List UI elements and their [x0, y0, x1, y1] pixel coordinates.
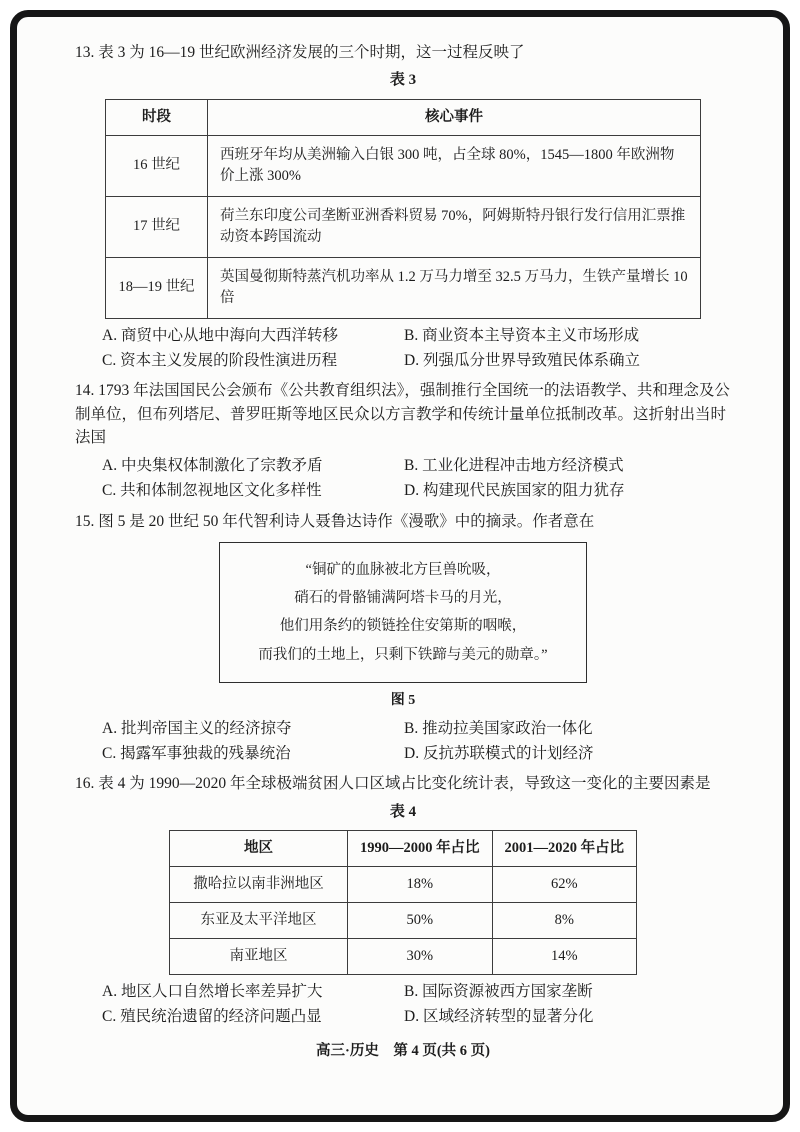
option-row — [102, 980, 731, 1003]
option-d: D. 列强瓜分世界导致殖民体系确立 — [404, 352, 640, 370]
option-b: B. 商业资本主导资本主义市场形成 — [404, 326, 640, 344]
table-cell-pct: 8% — [492, 903, 637, 939]
option-b: B. 国际资源被西方国家垄断 — [404, 983, 593, 1001]
table-cell-event: 荷兰东印度公司垄断亚洲香料贸易 70%，阿姆斯特丹银行发行信用汇票推动资本跨国流动 — [208, 196, 701, 257]
table-cell-period: 17 世纪 — [106, 196, 208, 257]
table-4-header-1990: 1990—2000 年占比 — [348, 831, 493, 867]
table-4 — [169, 830, 637, 975]
option-row — [102, 454, 731, 477]
table-cell-region: 撒哈拉以南非洲地区 — [170, 867, 348, 903]
question-15 — [75, 510, 731, 766]
question-14-options — [102, 454, 731, 503]
table-cell-pct: 18% — [348, 867, 493, 903]
table-row — [106, 135, 701, 196]
question-13-options — [102, 324, 731, 373]
option-row — [102, 324, 731, 347]
table-cell-pct: 14% — [492, 939, 637, 975]
table-cell-pct: 50% — [348, 903, 493, 939]
table-cell-period: 16 世纪 — [106, 135, 208, 196]
figure-5-caption: 图 5 — [390, 692, 416, 708]
question-16-stem: 16. 表 4 为 1990—2020 年全球极端贫困人口区域占比变化统计表，导致这一变化的主要因素是 — [75, 775, 711, 793]
option-a: A. 中央集权体制激化了宗教矛盾 — [102, 457, 323, 475]
question-16-options — [102, 980, 731, 1029]
question-15-options — [102, 717, 731, 766]
table-4-header-row — [170, 831, 637, 867]
table-3-header-period: 时段 — [106, 99, 208, 135]
table-cell-pct: 62% — [492, 867, 637, 903]
option-row — [102, 349, 731, 372]
option-a: A. 地区人口自然增长率差异扩大 — [102, 983, 323, 1001]
table-row — [170, 867, 637, 903]
option-b: B. 工业化进程冲击地方经济模式 — [404, 457, 624, 475]
table-3-title: 表 3 — [389, 72, 417, 89]
option-row — [102, 479, 731, 502]
option-d: D. 反抗苏联模式的计划经济 — [404, 745, 594, 763]
question-14-stem: 14. 1793 年法国国民公会颁布《公共教育组织法》，强制推行全国统一的法语教学、共和理念及公制单位，但布列塔尼、普罗旺斯等地区民众以方言教学和传统计量单位抵制改革。这折射出当时法国 — [75, 382, 730, 446]
table-3-header-event: 核心事件 — [208, 99, 701, 135]
table-row — [170, 939, 637, 975]
table-3-header-row — [106, 99, 701, 135]
option-c: C. 资本主义发展的阶段性演进历程 — [102, 352, 338, 370]
poem-line: 他们用条约的锁链拴住安第斯的咽喉， — [279, 618, 527, 635]
question-13-stem: 13. 表 3 为 16—19 世纪欧洲经济发展的三个时期，这一过程反映了 — [75, 44, 525, 61]
poem-line: “铜矿的血脉被北方巨兽吮吸， — [305, 561, 501, 578]
option-b: B. 推动拉美国家政治一体化 — [404, 719, 593, 737]
question-13 — [75, 41, 731, 372]
page-border-frame — [10, 10, 790, 1122]
page-footer: 高三·历史 第 4 页(共 6 页) — [316, 1042, 490, 1059]
question-14 — [75, 379, 731, 502]
question-16 — [75, 772, 731, 1028]
table-row — [106, 257, 701, 318]
table-row — [170, 903, 637, 939]
option-row — [102, 1005, 731, 1028]
poem-excerpt-box — [219, 542, 587, 683]
option-a: A. 批判帝国主义的经济掠夺 — [102, 719, 292, 737]
table-3 — [105, 99, 701, 319]
option-a: A. 商贸中心从地中海向大西洋转移 — [102, 326, 338, 344]
option-c: C. 共和体制忽视地区文化多样性 — [102, 482, 322, 500]
option-d: D. 构建现代民族国家的阻力犹存 — [404, 482, 625, 500]
table-4-title: 表 4 — [389, 803, 417, 820]
option-d: D. 区域经济转型的显著分化 — [404, 1008, 594, 1026]
option-row — [102, 717, 731, 740]
poem-line: 硝石的骨骼铺满阿塔卡马的月光， — [294, 590, 512, 607]
table-cell-period: 18—19 世纪 — [106, 257, 208, 318]
table-4-header-2001: 2001—2020 年占比 — [492, 831, 637, 867]
poem-line: 而我们的土地上，只剩下铁蹄与美元的勋章。” — [258, 646, 548, 663]
exam-page — [17, 17, 783, 1062]
table-cell-event: 西班牙年均从美洲输入白银 300 吨，占全球 80%，1545—1800 年欧洲物价上涨 300% — [208, 135, 701, 196]
table-cell-event: 英国曼彻斯特蒸汽机功率从 1.2 万马力增至 32.5 万马力，生铁产量增长 10 倍 — [208, 257, 701, 318]
table-row — [106, 196, 701, 257]
option-row — [102, 742, 731, 765]
question-15-stem: 15. 图 5 是 20 世纪 50 年代智利诗人聂鲁达诗作《漫歌》中的摘录。作者意在 — [75, 512, 595, 530]
table-4-header-region: 地区 — [170, 831, 348, 867]
table-cell-region: 东亚及太平洋地区 — [170, 903, 348, 939]
option-c: C. 殖民统治遗留的经济问题凸显 — [102, 1008, 322, 1026]
table-cell-region: 南亚地区 — [170, 939, 348, 975]
table-cell-pct: 30% — [348, 939, 493, 975]
option-c: C. 揭露军事独裁的残暴统治 — [102, 745, 291, 763]
